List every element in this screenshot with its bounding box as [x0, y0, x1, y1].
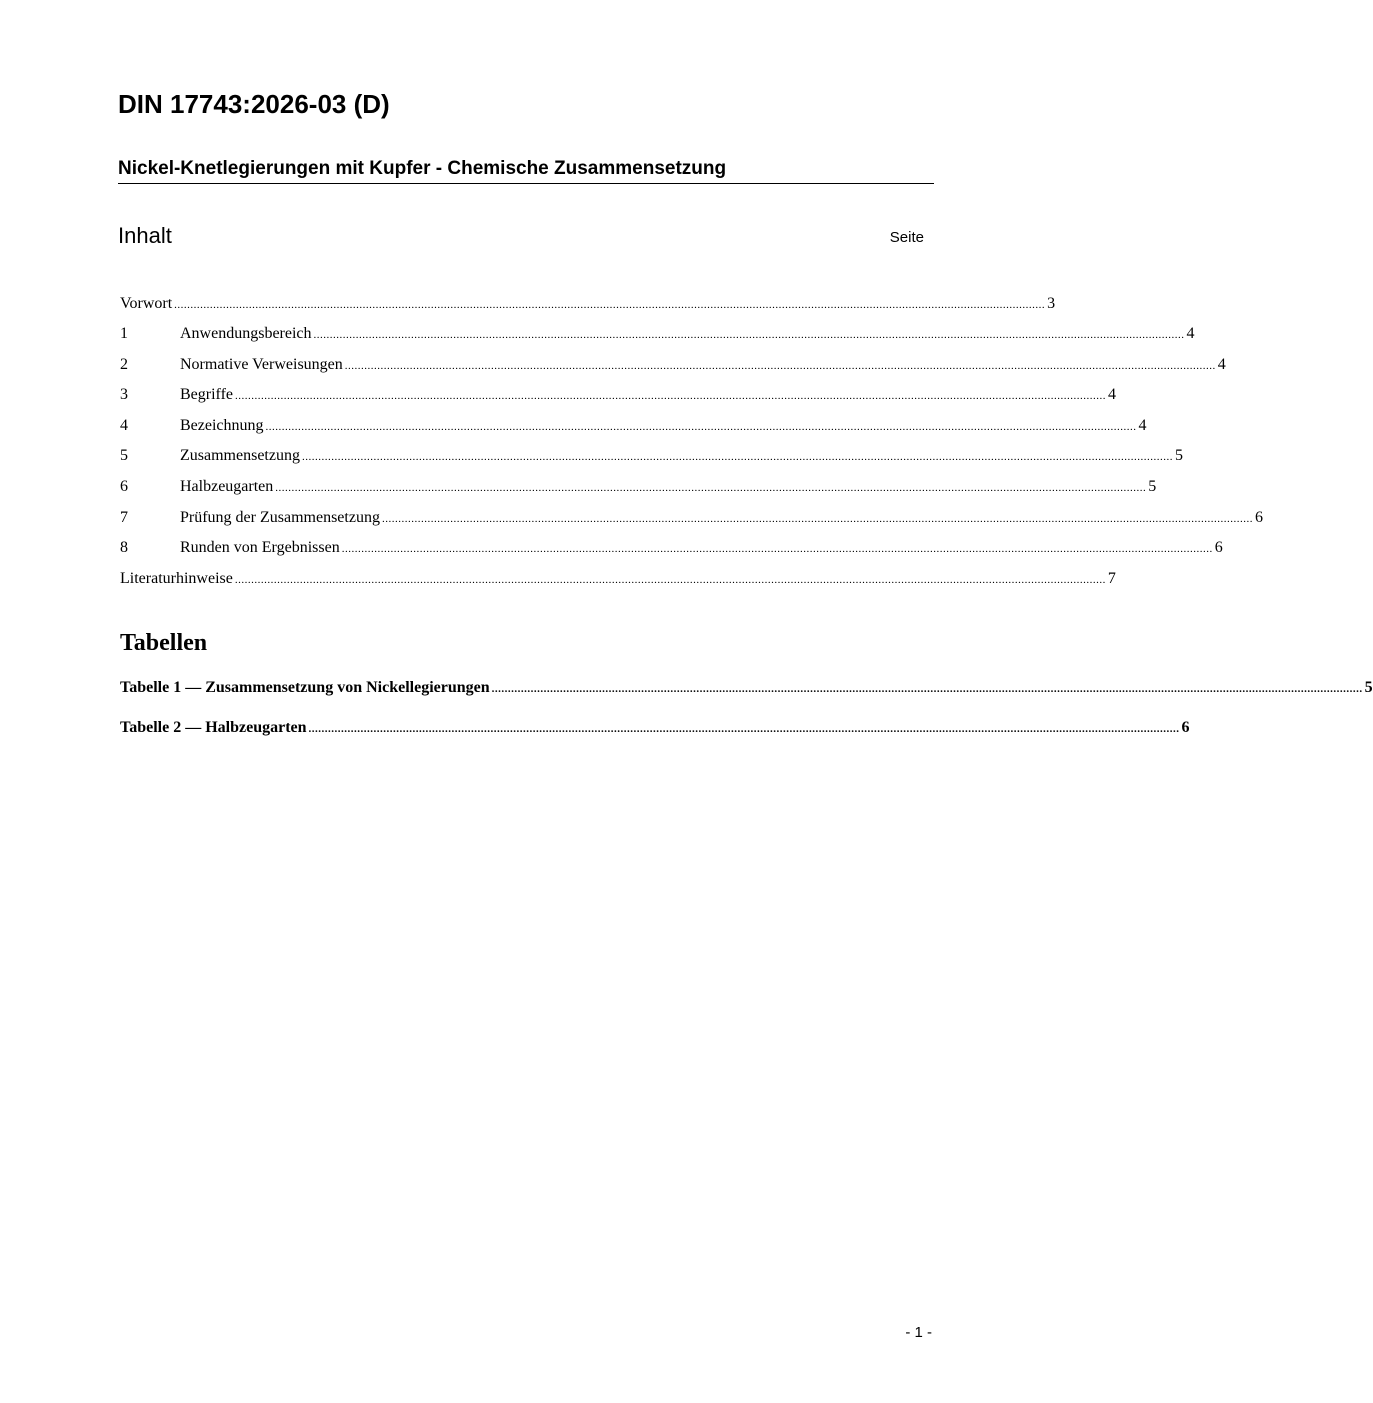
toc-leader-dots: ............................................................................................................................................................................................................................................................................ — [308, 723, 1180, 735]
toc-entry-title: Normative Verweisungen — [180, 356, 343, 373]
toc-entry-5[interactable] — [120, 445, 1183, 467]
table-entry-title: Tabelle 2 — Halbzeugarten — [120, 719, 307, 736]
table-entry-title: Tabelle 1 — Zusammensetzung von Nickellegierungen — [120, 679, 490, 696]
toc-entry-title: Zusammensetzung — [180, 447, 300, 464]
toc-entry-2[interactable] — [120, 354, 1226, 376]
toc-entry-page: 4 — [1217, 356, 1226, 373]
footer-page-number: - 1 - — [905, 1324, 932, 1341]
toc-entry-number: 6 — [120, 478, 128, 495]
toc-entry-number: 3 — [120, 386, 128, 403]
toc-entry-3[interactable] — [120, 384, 1117, 406]
table-entry-page: 6 — [1181, 719, 1190, 736]
toc-leader-dots: ............................................................................................................................................................................................................................................................................ — [275, 482, 1147, 494]
toc-entry-page: 5 — [1174, 447, 1183, 464]
toc-leader-dots: ............................................................................................................................................................................................................................................................................ — [235, 390, 1107, 402]
toc-entry-literaturhinweise[interactable] — [120, 568, 1116, 590]
toc-entry-title: Runden von Ergebnissen — [180, 539, 340, 556]
toc-leader-dots: ............................................................................................................................................................................................................................................................................ — [381, 513, 1253, 525]
toc-leader-dots: ............................................................................................................................................................................................................................................................................ — [301, 451, 1173, 463]
toc-entry-title: Literaturhinweise — [120, 570, 233, 587]
toc-entry-title: Anwendungsbereich — [180, 325, 312, 342]
toc-entry-page: 4 — [1186, 325, 1195, 342]
table-entry-1[interactable] — [120, 677, 1373, 699]
toc-entry-6[interactable] — [120, 476, 1157, 498]
table-entry-page: 5 — [1364, 679, 1373, 696]
toc-entry-page: 7 — [1107, 570, 1116, 587]
tables-heading: Tabellen — [120, 630, 208, 656]
toc-leader-dots: ............................................................................................................................................................................................................................................................................ — [313, 329, 1185, 341]
toc-entry-number: 7 — [120, 509, 128, 526]
toc-entry-number: 4 — [120, 417, 128, 434]
toc-entry-number: 1 — [120, 325, 128, 342]
toc-entry-page: 3 — [1047, 295, 1056, 312]
toc-leader-dots: ............................................................................................................................................................................................................................................................................ — [234, 574, 1106, 586]
toc-entry-page: 6 — [1254, 509, 1263, 526]
toc-entry-title: Vorwort — [120, 295, 173, 312]
toc-entry-number: 5 — [120, 447, 128, 464]
toc-entry-title: Bezeichnung — [180, 417, 264, 434]
toc-entry-vorwort[interactable] — [120, 293, 1056, 315]
toc-entry-7[interactable] — [120, 507, 1263, 529]
toc-leader-dots: ............................................................................................................................................................................................................................................................................ — [341, 543, 1213, 555]
toc-entry-4[interactable] — [120, 415, 1147, 437]
toc-entry-number: 8 — [120, 539, 128, 556]
toc-leader-dots: ............................................................................................................................................................................................................................................................................ — [174, 299, 1046, 311]
page-column-label: Seite — [889, 229, 924, 246]
toc-entry-1[interactable] — [120, 323, 1195, 345]
document-number: DIN 17743:2026-03 (D) — [118, 89, 390, 119]
toc-entry-page: 4 — [1108, 386, 1117, 403]
table-entry-2[interactable] — [120, 717, 1190, 739]
toc-entry-title: Halbzeugarten — [180, 478, 274, 495]
toc-entry-page: 4 — [1138, 417, 1147, 434]
toc-leader-dots: ............................................................................................................................................................................................................................................................................ — [344, 360, 1216, 372]
toc-entry-number: 2 — [120, 356, 128, 373]
document-subtitle: Nickel-Knetlegierungen mit Kupfer - Chemische Zusammensetzung — [118, 157, 934, 184]
contents-heading: Inhalt — [118, 223, 172, 248]
toc-entry-8[interactable] — [120, 537, 1223, 559]
toc-entry-title: Begriffe — [180, 386, 234, 403]
toc-entry-page: 6 — [1214, 539, 1223, 556]
toc-entry-page: 5 — [1148, 478, 1157, 495]
toc-leader-dots: ............................................................................................................................................................................................................................................................................ — [491, 683, 1363, 695]
toc-entry-title: Prüfung der Zusammensetzung — [180, 509, 380, 526]
toc-leader-dots: ............................................................................................................................................................................................................................................................................ — [265, 421, 1137, 433]
